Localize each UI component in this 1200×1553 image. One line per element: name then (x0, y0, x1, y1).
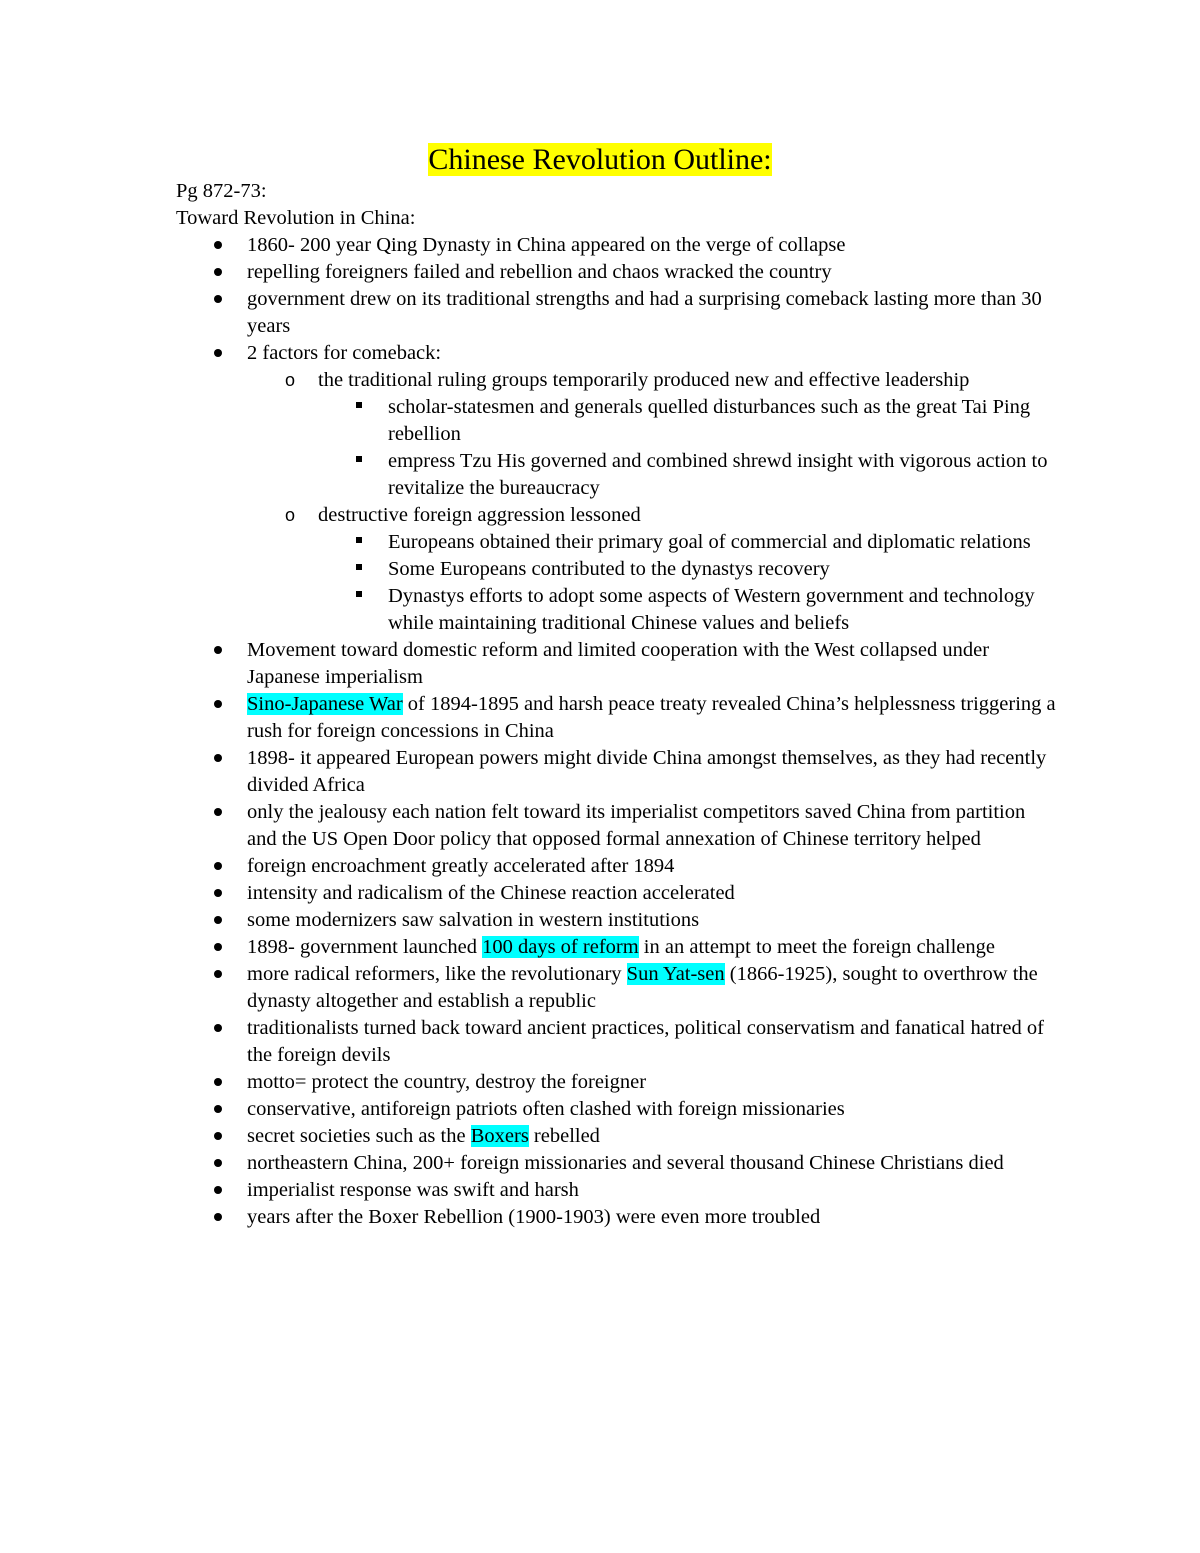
list-item: only the jealousy each nation felt toward its imperialist competitors saved China from partition and the US Open Door policy that opposed formal annexation of Chinese territory helped (176, 799, 1056, 853)
list-item: foreign encroachment greatly accelerated after 1894 (176, 853, 1056, 880)
page-reference: Pg 872-73: (176, 180, 267, 202)
circle-bullet-icon: o (284, 370, 295, 390)
sub-list-item: o destructive foreign aggression lessoned (176, 502, 1056, 529)
bullet-icon (208, 259, 228, 286)
bullet-icon (208, 907, 228, 934)
square-bullet-icon (349, 583, 369, 610)
list-item: Sino-Japanese War of 1894-1895 and harsh peace treaty revealed China’s helplessness triggering a rush for foreign concessions in China (176, 691, 1056, 745)
bullet-icon (208, 1096, 228, 1123)
bullet-icon (208, 691, 228, 718)
sub-list-item: o the traditional ruling groups temporarily produced new and effective leadership (176, 367, 1056, 394)
sub-sub-list-item: empress Tzu His governed and combined shrewd insight with vigorous action to revitalize the bureaucracy (176, 448, 1056, 502)
list-item: years after the Boxer Rebellion (1900-1903) were even more troubled (176, 1204, 1056, 1231)
bullet-icon (208, 340, 228, 367)
bullet-icon (208, 880, 228, 907)
bullet-icon (208, 286, 228, 313)
bullet-icon (208, 853, 228, 880)
list-item: imperialist response was swift and harsh (176, 1177, 1056, 1204)
list-item: conservative, antiforeign patriots often clashed with foreign missionaries (176, 1096, 1056, 1123)
list-item: some modernizers saw salvation in western institutions (176, 907, 1056, 934)
bullet-icon (208, 799, 228, 826)
square-bullet-icon (349, 394, 369, 421)
list-item: intensity and radicalism of the Chinese reaction accelerated (176, 880, 1056, 907)
sub-sub-list-item: Europeans obtained their primary goal of commercial and diplomatic relations (176, 529, 1056, 556)
bullet-icon (208, 1150, 228, 1177)
highlighted-term: Boxers (470, 1125, 529, 1147)
circle-bullet-icon: o (284, 505, 295, 525)
bullet-icon (208, 637, 228, 664)
highlighted-term: Sino-Japanese War (247, 693, 403, 715)
list-item: traditionalists turned back toward ancient practices, political conservatism and fanatical hatred of the foreign devils (176, 1015, 1056, 1069)
page-title (0, 140, 1200, 180)
list-item: 1898- it appeared European powers might divide China amongst themselves, as they had recently divided Africa (176, 745, 1056, 799)
document-body (176, 178, 1056, 1231)
bullet-icon (208, 1177, 228, 1204)
square-bullet-icon (349, 529, 369, 556)
list-item: motto= protect the country, destroy the foreigner (176, 1069, 1056, 1096)
section-heading: Toward Revolution in China: (176, 207, 416, 229)
page-title-text: Chinese Revolution Outline: (428, 143, 772, 176)
list-item: secret societies such as the Boxers rebelled (176, 1123, 1056, 1150)
bullet-icon (208, 1123, 228, 1150)
bullet-icon (208, 1015, 228, 1042)
list-item: repelling foreigners failed and rebellion and chaos wracked the country (176, 259, 1056, 286)
bullet-icon (208, 1204, 228, 1231)
highlighted-term: Sun Yat-sen (626, 963, 725, 985)
square-bullet-icon (349, 556, 369, 583)
bullet-icon (208, 934, 228, 961)
sub-sub-list-item: Some Europeans contributed to the dynastys recovery (176, 556, 1056, 583)
list-item: government drew on its traditional strengths and had a surprising comeback lasting more than 30 years (176, 286, 1056, 340)
list-item: northeastern China, 200+ foreign missionaries and several thousand Chinese Christians died (176, 1150, 1056, 1177)
bullet-icon (208, 961, 228, 988)
bullet-icon (208, 745, 228, 772)
bullet-icon (208, 1069, 228, 1096)
list-item: 1860- 200 year Qing Dynasty in China appeared on the verge of collapse (176, 232, 1056, 259)
square-bullet-icon (349, 448, 369, 475)
bullet-icon (208, 232, 228, 259)
highlighted-term: 100 days of reform (482, 936, 639, 958)
list-item: more radical reformers, like the revolutionary Sun Yat-sen (1866-1925), sought to overthrow the dynasty altogether and establish a republic (176, 961, 1056, 1015)
list-item: Movement toward domestic reform and limited cooperation with the West collapsed under Japanese imperialism (176, 637, 1056, 691)
sub-sub-list-item: Dynastys efforts to adopt some aspects of Western government and technology while maintaining traditional Chinese values and beliefs (176, 583, 1056, 637)
list-item: 1898- government launched 100 days of reform in an attempt to meet the foreign challenge (176, 934, 1056, 961)
sub-sub-list-item: scholar-statesmen and generals quelled disturbances such as the great Tai Ping rebellion (176, 394, 1056, 448)
list-item: 2 factors for comeback: (176, 340, 1056, 367)
outline-list (176, 232, 1056, 1231)
